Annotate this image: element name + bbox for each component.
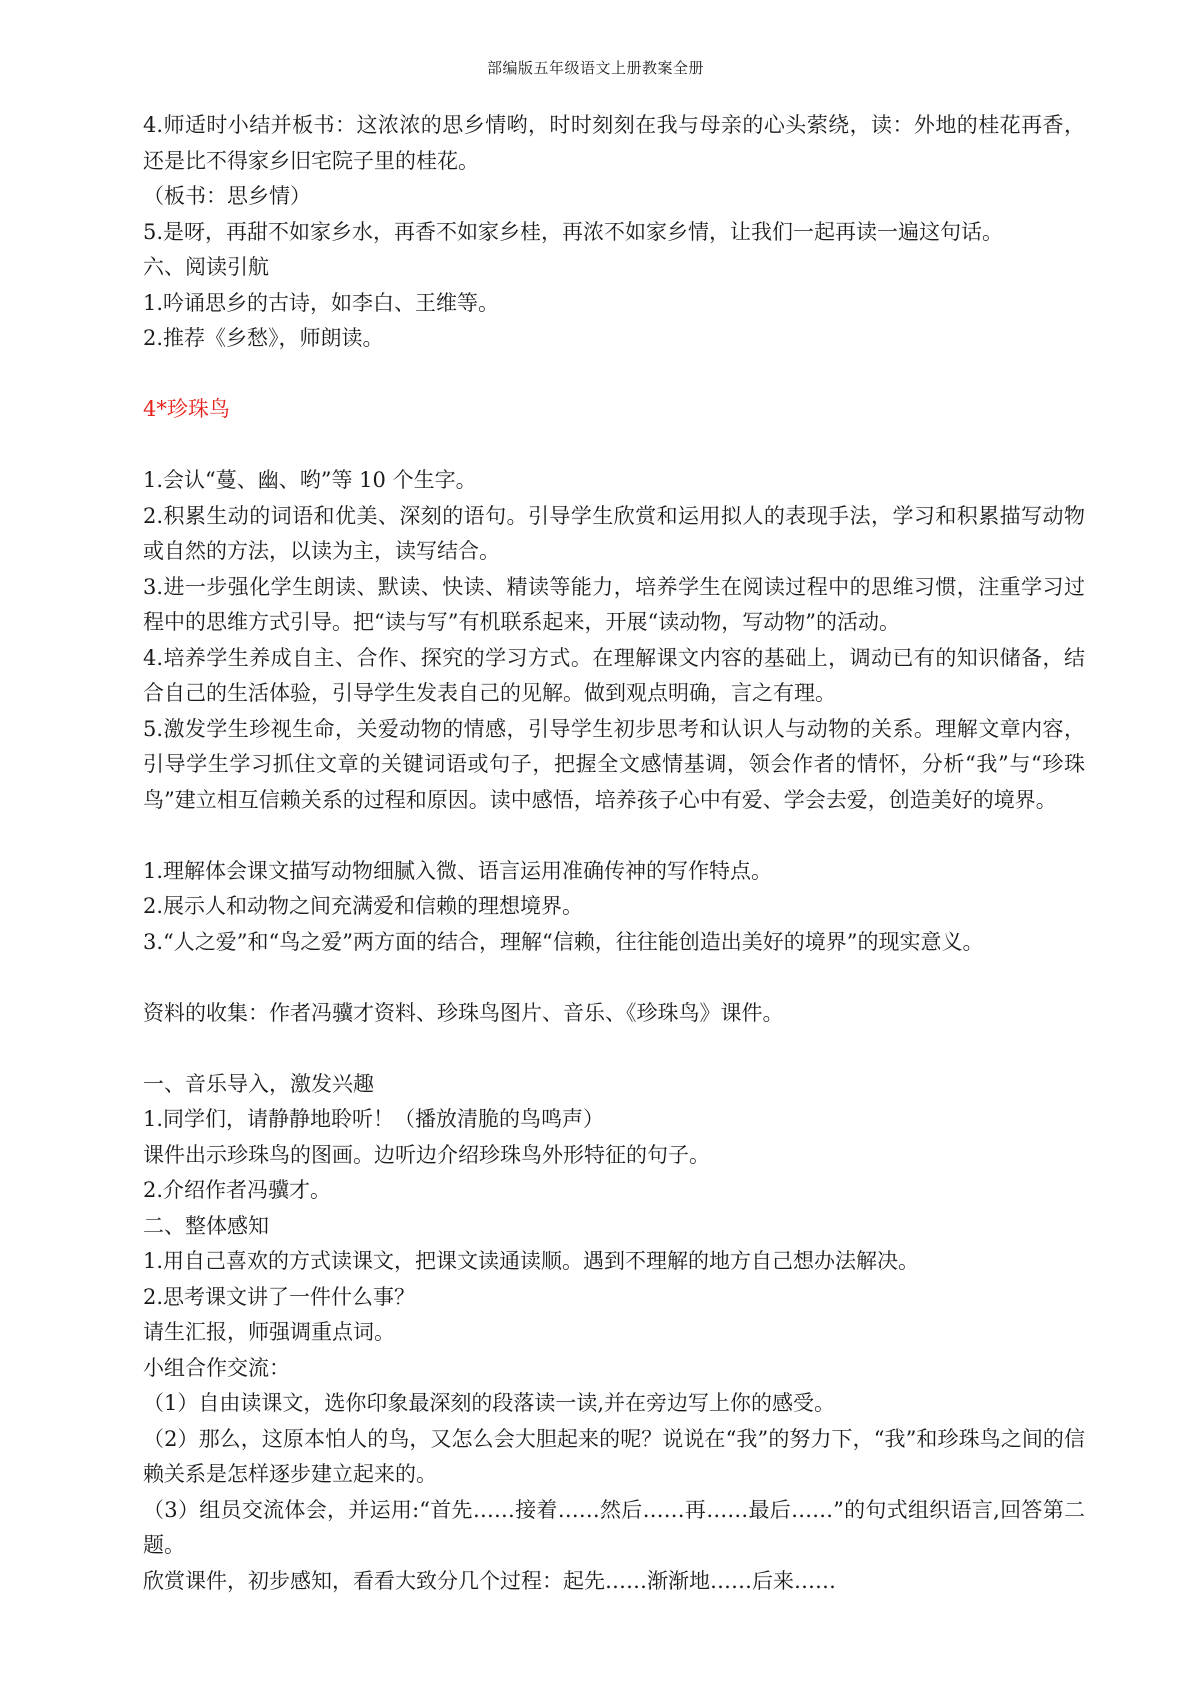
spacer (143, 428, 1085, 464)
goal-item-4: 4.培养学生养成自主、合作、探究的学习方式。在理解课文内容的基础上，调动已有的知识储备，结合自己的生活体验，引导学生发表自己的见解。做到观点明确，言之有理。 (143, 645, 1085, 705)
paragraph-board: （板书：思乡情） (143, 184, 311, 208)
goal-item-5: 5.激发学生珍视生命，关爱动物的情感，引导学生初步思考和认识人与动物的关系。理解文章内容，引导学生学习抓住文章的关键词语或句子，把握全文感情基调，领会作者的情怀，分析“我”与“珍珠鸟”建立相互信赖关系的过程和原因。读中感悟，培养孩子心中有爱、学会去爱，创造美好的境界。 (143, 716, 1085, 812)
spacer (143, 960, 1085, 996)
overall-report: 请生汇报，师强调重点词。 (143, 1320, 395, 1344)
group-heading: 小组合作交流： (143, 1355, 290, 1380)
goal-item-3: 3.进一步强化学生朗读、默读、快读、精读等能力，培养学生在阅读过程中的思维习惯，注重学习过程中的思维方式引导。把“读与写”有机联系起来，开展“读动物，写动物”的活动。 (143, 574, 1085, 634)
group-item-1: （1）自由读课文，选你印象最深刻的段落读一读,并在旁边写上你的感受。 (143, 1391, 836, 1415)
document-body (143, 108, 1085, 1599)
key-point-3: 3.“人之爱”和“鸟之爱”两方面的结合，理解“信赖，往往能创造出美好的境界”的现实意义。 (143, 929, 984, 954)
overall-step-2: 2.思考课文讲了一件什么事？ (143, 1284, 416, 1309)
key-point-2: 2.展示人和动物之间充满爱和信赖的理想境界。 (143, 894, 584, 918)
lesson-title: 4*珍珠鸟 (143, 397, 230, 421)
overall-step-1: 1.用自己喜欢的方式读课文，把课文读通读顺。遇到不理解的地方自己想办法解决。 (143, 1249, 920, 1273)
spacer (143, 818, 1085, 854)
spacer (143, 357, 1085, 393)
materials-line: 资料的收集：作者冯骥才资料、珍珠鸟图片、音乐、《珍珠鸟》课件。 (143, 1000, 784, 1025)
intro-courseware: 课件出示珍珠鸟的图画。边听边介绍珍珠鸟外形特征的句子。 (143, 1142, 710, 1167)
group-item-2: （2）那么，这原本怕人的鸟，又怎么会大胆起来的呢？说说在“我”的努力下，“我”和珍珠鸟之间的信赖关系是怎样逐步建立起来的。 (143, 1426, 1085, 1486)
section-heading-intro: 一、音乐导入，激发兴趣 (143, 1071, 374, 1096)
reading-item-1: 1.吟诵思乡的古诗，如李白、王维等。 (143, 290, 500, 315)
spacer (143, 1031, 1085, 1067)
appreciate-line: 欣赏课件，初步感知，看看大致分几个过程：起先……渐渐地……后来…… (143, 1568, 836, 1593)
page-header: 部编版五年级语文上册教案全册 (486, 59, 704, 77)
paragraph-summary: 4.师适时小结并板书：这浓浓的思乡情哟，时时刻刻在我与母亲的心头萦绕，读：外地的桂花再香，还是比不得家乡旧宅院子里的桂花。 (143, 113, 1085, 173)
intro-step-1: 1.同学们，请静静地聆听！（播放清脆的鸟鸣声） (143, 1107, 605, 1131)
intro-step-2: 2.介绍作者冯骥才。 (143, 1178, 332, 1202)
group-item-3: （3）组员交流体会，并运用:“首先……接着……然后……再……最后……”的句式组织语言,回答第二题。 (143, 1497, 1085, 1557)
key-point-1: 1.理解体会课文描写动物细腻入微、语言运用准确传神的写作特点。 (143, 858, 773, 883)
paragraph-read-again: 5.是呀，再甜不如家乡水，再香不如家乡桂，再浓不如家乡情，让我们一起再读一遍这句话。 (143, 219, 1004, 244)
section-heading-overall: 二、整体感知 (143, 1213, 269, 1238)
goal-item-2: 2.积累生动的词语和优美、深刻的语句。引导学生欣赏和运用拟人的表现手法，学习和积累描写动物或自然的方法，以读为主，读写结合。 (143, 503, 1085, 563)
goal-item-1: 1.会认“蔓、幽、哟”等 10 个生字。 (143, 468, 477, 492)
section-heading-reading: 六、阅读引航 (143, 255, 269, 279)
reading-item-2: 2.推荐《乡愁》，师朗读。 (143, 326, 384, 350)
